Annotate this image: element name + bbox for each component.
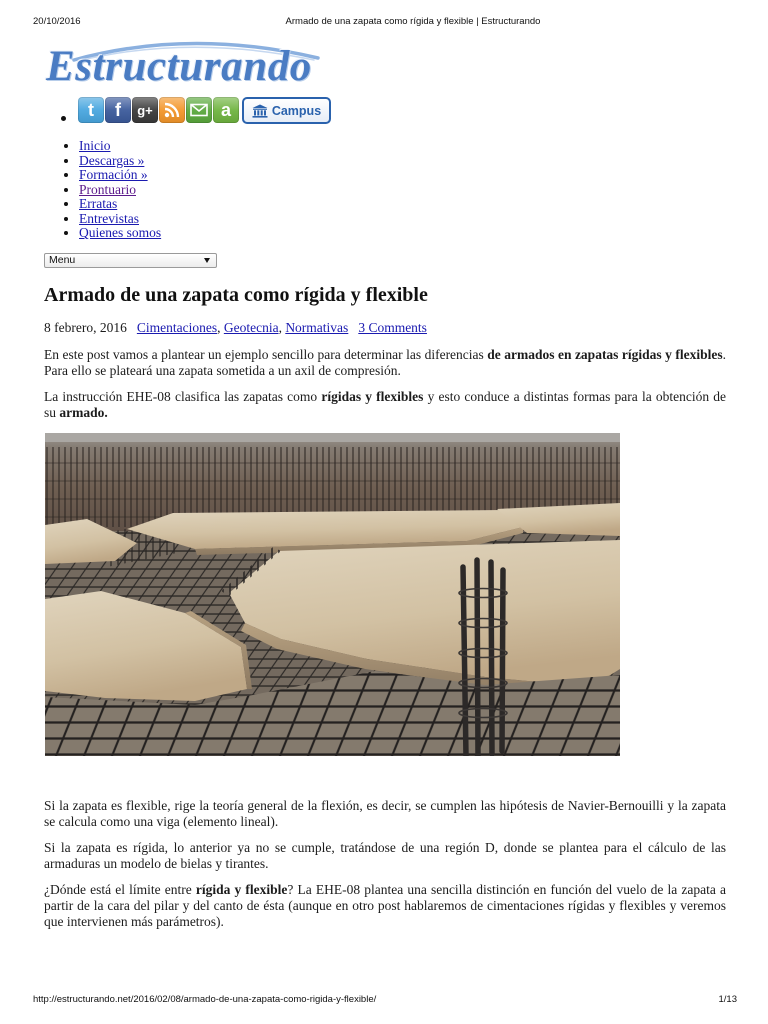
amazon-icon[interactable]: a	[213, 97, 239, 123]
paragraph-limit	[44, 882, 726, 930]
nav-item	[79, 154, 161, 169]
paragraph-flexible	[44, 798, 726, 830]
nav-link-erratas[interactable]: Erratas	[79, 196, 118, 211]
nav-link-descargas[interactable]: Descargas »	[79, 152, 145, 168]
nav-link-formacion[interactable]: Formación »	[79, 167, 148, 182]
category-link-cimentaciones[interactable]: Cimentaciones	[136, 320, 218, 335]
category-separator: ,	[278, 320, 286, 335]
paragraph-text: . Para ello se plateará una zapata sometida a un axil de compresión.	[44, 347, 726, 378]
paragraph-emphasis: rígidas y flexibles	[321, 389, 424, 404]
social-links	[78, 97, 331, 124]
menu-dropdown[interactable]	[44, 253, 217, 268]
print-date: 20/10/2016	[33, 16, 81, 27]
paragraph-text: y esto conduce a distintas formas para la obtención de su	[44, 389, 727, 420]
paragraph-text: Si la zapata es flexible, rige la teoría general de la flexión, es decir, se cumplen las hipótesis de Navier-Bernouilli y la zapata se calcula como una viga (elemento lineal).	[44, 798, 726, 829]
twitter-icon[interactable]: t	[78, 97, 104, 123]
campus-building-icon	[252, 104, 268, 118]
google-plus-icon[interactable]: g+	[132, 97, 158, 123]
paragraph-text: En este post vamos a plantear un ejemplo sencillo para determinar las diferencias	[44, 347, 488, 362]
chevron-down-icon	[204, 258, 210, 263]
paragraph-ehe	[44, 389, 726, 421]
nav-item	[79, 183, 161, 198]
campus-button[interactable]	[242, 97, 331, 124]
paragraph-text: ? La EHE-08 plantea una sencilla distinción en función del vuelo de la zapata a partir de la cara del pilar y del canto de ésta (aunque en otro post hablaremos de cimentaciones rígidas y flexibles y veremos que intervienen más parámetros).	[44, 882, 726, 929]
paragraph-text: La instrucción EHE-08 clasifica las zapatas como	[44, 389, 322, 404]
nav-link-inicio[interactable]: Inicio	[79, 138, 111, 153]
nav-item	[79, 168, 161, 183]
nav-link-entrevistas[interactable]: Entrevistas	[79, 210, 139, 226]
nav-link-quienes-somos[interactable]: Quienes somos	[79, 225, 162, 240]
nav-item	[79, 212, 161, 227]
paragraph-text: ¿Dónde está el límite entre	[44, 882, 196, 897]
campus-label: Campus	[271, 103, 322, 118]
category-separator: ,	[217, 320, 224, 335]
site-logo[interactable]: Estructurando	[46, 43, 312, 90]
paragraph-emphasis: armado.	[59, 405, 108, 420]
comments-link[interactable]: 3 Comments	[358, 320, 427, 335]
article-title: Armado de una zapata como rígida y flexible	[44, 284, 428, 306]
paragraph-intro	[44, 347, 726, 379]
category-link-geotecnia[interactable]: Geotecnia	[223, 320, 279, 335]
article-photo	[45, 433, 620, 756]
nav-item	[79, 139, 161, 154]
article-meta	[44, 320, 427, 336]
main-nav	[79, 139, 161, 241]
paragraph-emphasis: rígida y flexible	[195, 882, 288, 897]
article-date: 8 febrero, 2016	[44, 320, 127, 335]
email-icon[interactable]	[186, 97, 212, 123]
list-bullet	[61, 116, 66, 121]
menu-dropdown-value: Menu	[49, 254, 76, 266]
paragraph-emphasis: de armados en zapatas rígidas y flexibles	[487, 347, 723, 362]
nav-item	[79, 226, 161, 241]
paragraph-text: Si la zapata es rígida, lo anterior ya no se cumple, tratándose de una región D, donde se plantea para el cálculo de las armaduras un modelo de bielas y tirantes.	[44, 840, 726, 871]
nav-link-prontuario[interactable]: Prontuario	[79, 181, 136, 197]
print-url: http://estructurando.net/2016/02/08/armado-de-una-zapata-como-rigida-y-flexible/	[33, 994, 377, 1005]
print-page-number: 1/13	[718, 994, 737, 1005]
rss-icon[interactable]	[159, 97, 185, 123]
print-page-title: Armado de una zapata como rígida y flexible | Estructurando	[285, 16, 541, 27]
category-link-normativas[interactable]: Normativas	[285, 320, 349, 335]
nav-item	[79, 197, 161, 212]
facebook-icon[interactable]: f	[105, 97, 131, 123]
paragraph-rigid	[44, 840, 726, 872]
